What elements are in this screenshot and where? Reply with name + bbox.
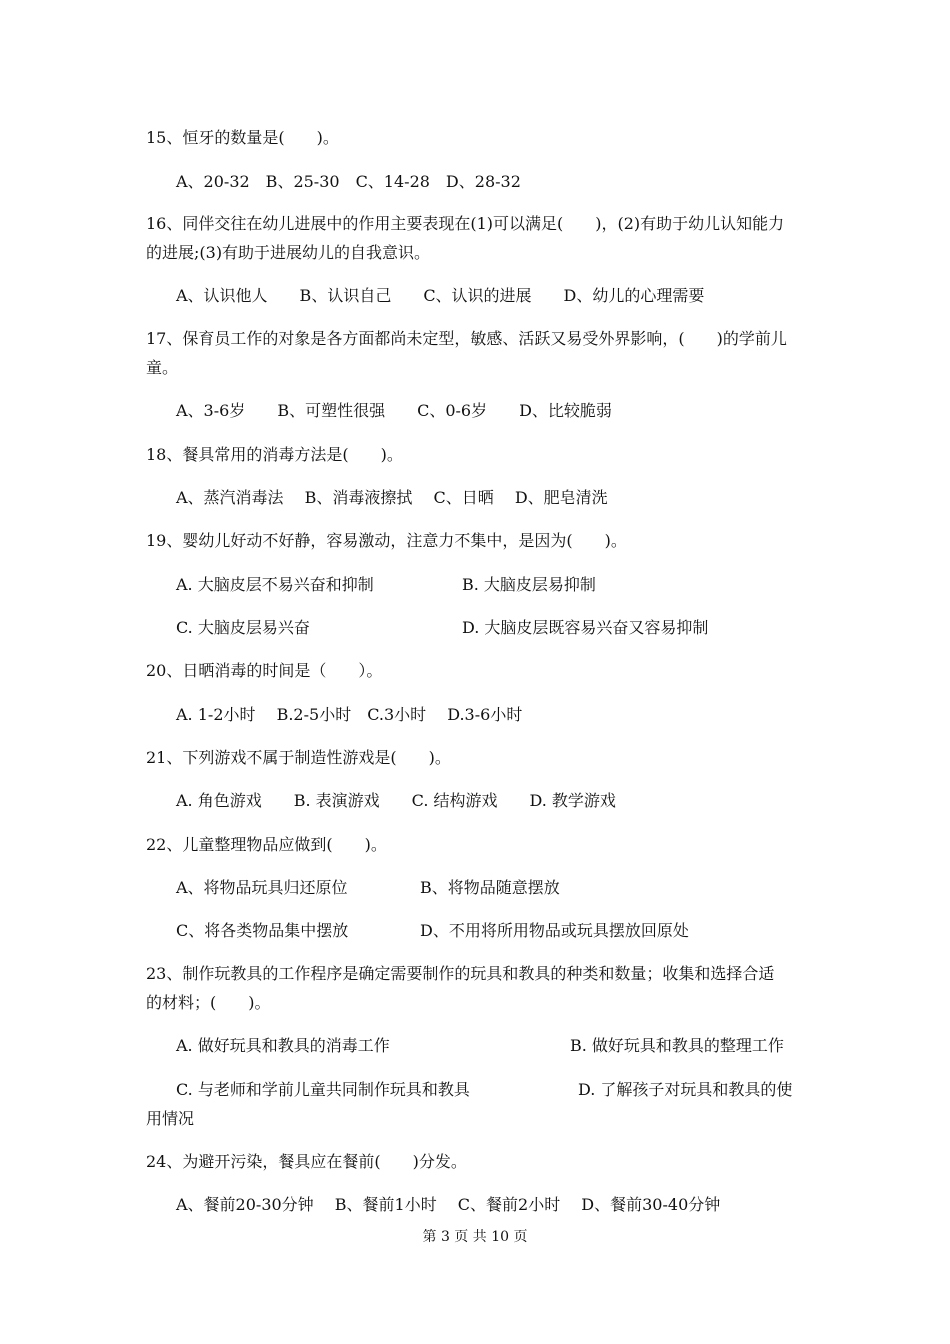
question-21-options: A. 角色游戏 B. 表演游戏 C. 结构游戏 D. 教学游戏 [176,791,616,810]
question-17-options: A、3-6岁 B、可塑性很强 C、0-6岁 D、比较脆弱 [176,401,612,420]
question-15-options: A、20-32 B、25-30 C、14-28 D、28-32 [176,172,521,191]
question-18-stem: 18、餐具常用的消毒方法是( )。 [146,445,403,464]
question-18-options: A、蒸汽消毒法 B、消毒液擦拭 C、日晒 D、肥皂清洗 [176,488,608,507]
question-17-stem-line1: 17、保育员工作的对象是各方面都尚未定型，敏感、活跃又易受外界影响，( )的学前儿 [146,329,787,348]
question-19-option-a: A. 大脑皮层不易兴奋和抑制 [176,575,374,594]
question-23-stem-line2: 的材料；( )。 [146,993,271,1012]
question-20-stem: 20、日晒消毒的时间是（ ）。 [146,661,383,680]
question-23-option-c: C. 与老师和学前儿童共同制作玩具和教具 [176,1080,470,1099]
question-24-stem: 24、为避开污染，餐具应在餐前( )分发。 [146,1152,467,1171]
question-22-option-a: A、将物品玩具归还原位 [176,878,348,897]
question-22-stem: 22、儿童整理物品应做到( )。 [146,835,387,854]
question-17-stem-line2: 童。 [146,358,179,377]
question-23-option-d-line1: D. 了解孩子对玩具和教具的使 [578,1080,793,1099]
question-19-option-c: C. 大脑皮层易兴奋 [176,618,310,637]
question-16-stem-line1: 16、同伴交往在幼儿进展中的作用主要表现在(1)可以满足( )，(2)有助于幼儿认知能力 [146,214,785,233]
question-19-option-b: B. 大脑皮层易抑制 [462,575,596,594]
question-23-option-a: A. 做好玩具和教具的消毒工作 [176,1036,390,1055]
question-16-options: A、认识他人 B、认识自己 C、认识的进展 D、幼儿的心理需要 [176,286,705,305]
question-23-option-b: B. 做好玩具和教具的整理工作 [570,1036,784,1055]
question-22-option-b: B、将物品随意摆放 [420,878,560,897]
question-20-options: A. 1-2小时 B.2-5小时 C.3小时 D.3-6小时 [176,705,523,724]
question-19-option-d: D. 大脑皮层既容易兴奋又容易抑制 [462,618,709,637]
question-19-stem: 19、婴幼儿好动不好静，容易激动，注意力不集中，是因为( )。 [146,531,627,550]
question-22-option-d: D、不用将所用物品或玩具摆放回原处 [420,921,689,940]
question-23-option-d-line2: 用情况 [146,1109,195,1128]
question-23-stem-line1: 23、制作玩教具的工作程序是确定需要制作的玩具和教具的种类和数量；收集和选择合适 [146,964,775,983]
question-16-stem-line2: 的进展;(3)有助于进展幼儿的自我意识。 [146,243,431,262]
question-21-stem: 21、下列游戏不属于制造性游戏是( )。 [146,748,451,767]
question-15-stem: 15、恒牙的数量是( )。 [146,128,339,147]
page-footer: 第 3 页 共 10 页 [422,1229,528,1245]
question-22-option-c: C、将各类物品集中摆放 [176,921,349,940]
question-24-options: A、餐前20-30分钟 B、餐前1小时 C、餐前2小时 D、餐前30-40分钟 [176,1195,721,1214]
